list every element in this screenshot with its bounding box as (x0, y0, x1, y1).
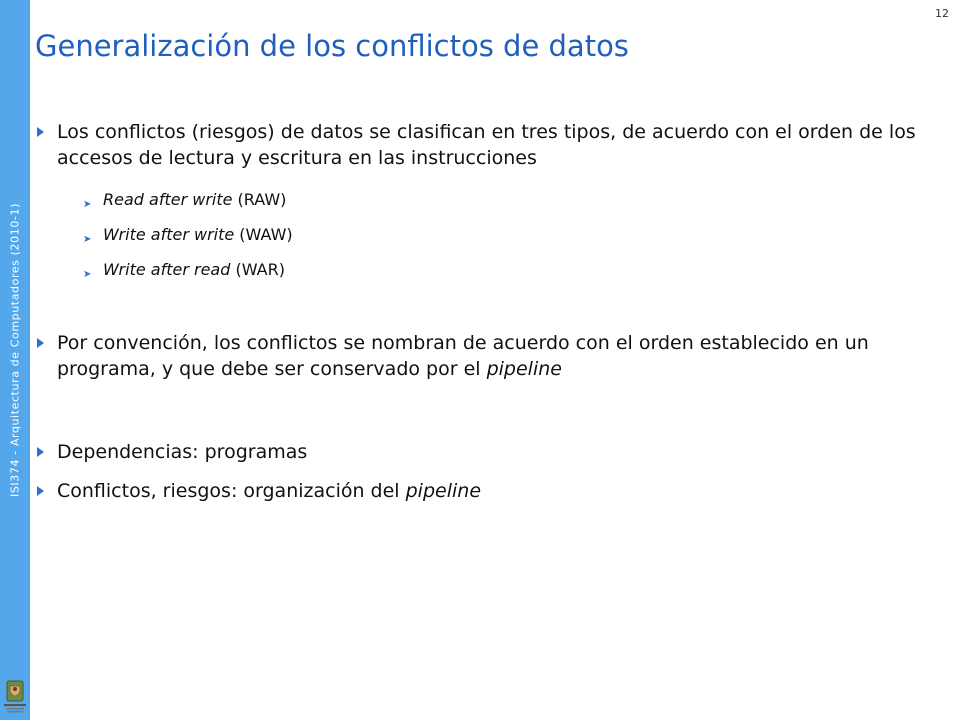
sub-bullet-italic: Read after write (103, 190, 233, 209)
bullet-text: Por convención, los conflictos se nombran de acuerdo con el orden establecido en un programa, y que debe ser conservado por el (57, 332, 869, 380)
bullet-item (37, 439, 937, 465)
bullet-arrow-icon (37, 338, 44, 348)
bullet-item (37, 119, 937, 171)
sub-bullet-arrow-icon: ➤ (83, 199, 92, 210)
sub-bullet-item (83, 189, 286, 211)
bullet-text: Conflictos, riesgos: organización del (57, 480, 406, 502)
sub-bullet-item (83, 224, 293, 246)
sub-bullet-italic: Write after write (103, 225, 235, 244)
sub-bullet-italic: Write after read (103, 260, 231, 279)
bullet-item (37, 330, 937, 382)
slide-number: 12 (935, 7, 949, 20)
sub-bullet-plain: (RAW) (232, 190, 287, 209)
sub-bullet-plain: (WAW) (234, 225, 293, 244)
university-logo (1, 678, 29, 718)
bullet-text: Dependencias: programas (57, 441, 308, 463)
bullet-arrow-icon (37, 127, 44, 137)
sub-bullet-plain: (WAR) (230, 260, 285, 279)
bullet-italic-term: pipeline (405, 480, 482, 502)
sub-bullet-arrow-icon: ➤ (83, 269, 92, 280)
sidebar (0, 0, 30, 720)
slide-title: Generalización de los conflictos de datos (35, 29, 629, 63)
sub-bullet-arrow-icon: ➤ (83, 234, 92, 245)
bullet-item (37, 478, 937, 504)
bullet-italic-term: pipeline (486, 358, 562, 380)
bullet-text: Los conflictos (riesgos) de datos se clasifican en tres tipos, de acuerdo con el orden de los accesos de lectura y escritura en las instrucciones (57, 121, 916, 169)
bullet-arrow-icon (37, 486, 44, 496)
sub-bullet-item (83, 259, 285, 281)
course-label: ISI374 - Arquitectura de Computadores (2010-1) (8, 203, 22, 497)
bullet-arrow-icon (37, 447, 44, 457)
